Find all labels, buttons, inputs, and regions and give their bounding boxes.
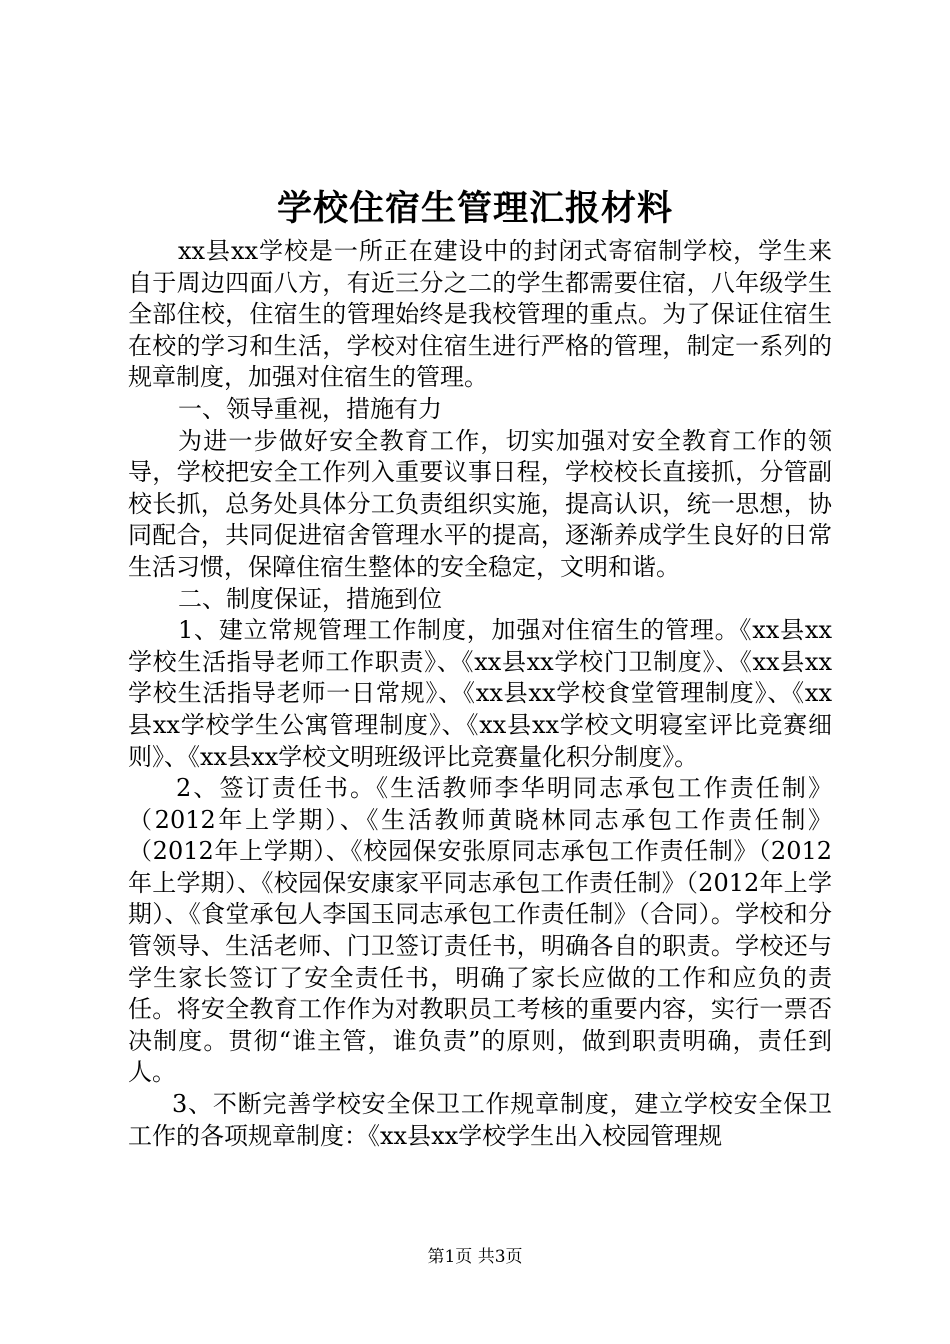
document-body — [128, 236, 832, 1152]
item-1-paragraph: 1、建立常规管理工作制度，加强对住宿生的管理。《xx县xx学校生活指导老师工作职责》、《xx县xx学校门卫制度》、《xx县xx学校生活指导老师一日常规》、《xx县xx学校食堂管理制度》、《xx县xx学校学生公寓管理制度》、《xx县xx学校文明寝室评比竞赛细则》、《xx县xx学校文明班级评比竞赛量化积分制度》。 — [128, 616, 832, 771]
section-heading-2: 二、制度保证，措施到位 — [178, 584, 442, 613]
document-title: 学校住宿生管理汇报材料 — [276, 188, 673, 229]
page-number-footer: 第1页 共3页 — [427, 1247, 523, 1267]
item-3-paragraph: 3、不断完善学校安全保卫工作规章制度，建立学校安全保卫工作的各项规章制度：《xx县xx学校学生出入校园管理规 — [128, 1090, 832, 1150]
item-2-paragraph: 2、签订责任书。《生活教师李华明同志承包工作责任制》（2012年上学期）、《生活教师黄晓林同志承包工作责任制》（2012年上学期）、《校园保安张原同志承包工作责任制》（2012年上学期）、《校园保安康家平同志承包工作责任制》（2012年上学期）、《食堂承包人李国玉同志承包工作责任制》（合同）。学校和分管领导、生活老师、门卫签订责任书，明确各自的职责。学校还与学生家长签订了安全责任书，明确了家长应做的工作和应负的责任。将安全教育工作作为对教职员工考核的重要内容，实行一票否决制度。贯彻“谁主管，谁负责”的原则，做到职责明确，责任到人。 — [128, 774, 832, 1087]
intro-paragraph: xx县xx学校是一所正在建设中的封闭式寄宿制学校，学生来自于周边四面八方，有近三分之二的学生都需要住宿，八年级学生全部住校，住宿生的管理始终是我校管理的重点。为了保证住宿生在校的学习和生活，学校对住宿生进行严格的管理，制定一系列的规章制度，加强对住宿生的管理。 — [128, 237, 832, 392]
section-1-paragraph: 为进一步做好安全教育工作，切实加强对安全教育工作的领导，学校把安全工作列入重要议事日程，学校校长直接抓，分管副校长抓，总务处具体分工负责组织实施，提高认识，统一思想，协同配合，共同促进宿舍管理水平的提高，逐渐养成学生良好的日常生活习惯，保障住宿生整体的安全稳定，文明和谐。 — [128, 426, 832, 581]
section-heading-1: 一、领导重视，措施有力 — [178, 394, 442, 423]
